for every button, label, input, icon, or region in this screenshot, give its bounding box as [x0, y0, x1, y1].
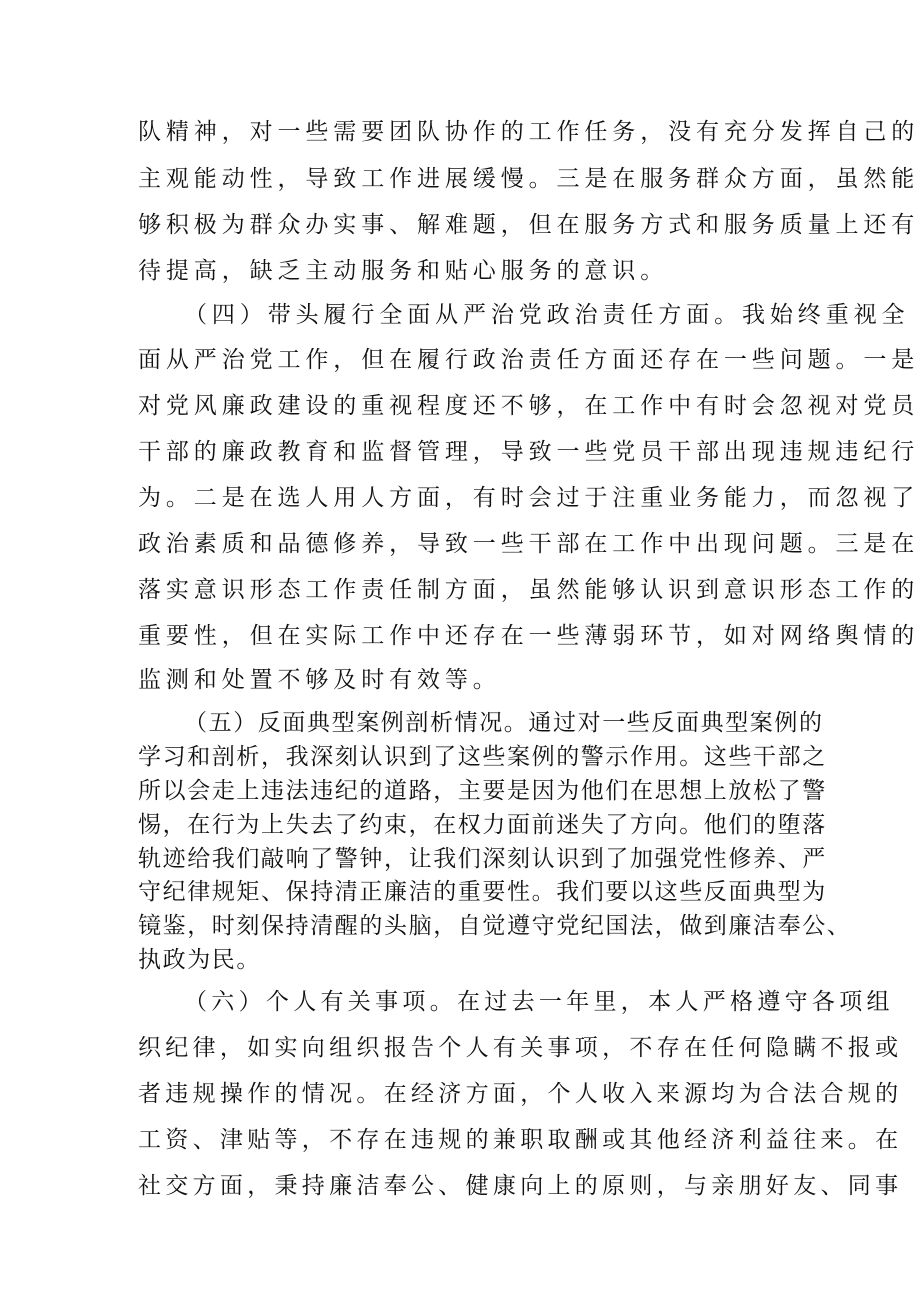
- text-line: 面从严治党工作，但在履行政治责任方面还存在一些问题。一是: [138, 347, 920, 373]
- text-line: 轨迹给我们敲响了警钟，让我们深刻认识到了加强党性修养、严: [138, 846, 827, 872]
- text-line: 为。二是在选人用人方面，有时会过于注重业务能力，而忽视了: [138, 485, 920, 511]
- text-line: 社交方面，秉持廉洁奉公、健康向上的原则，与亲朋好友、同事: [138, 1173, 903, 1199]
- text-line: 政治素质和品德修养，导致一些干部在工作中出现问题。三是在: [138, 531, 920, 557]
- text-line: 对党风廉政建设的重视程度还不够，在工作中有时会忽视对党员: [138, 393, 920, 419]
- text-line: 织纪律，如实向组织报告个人有关事项，不存在任何隐瞒不报或: [138, 1035, 903, 1061]
- text-line: 镜鉴，时刻保持清醒的头脑，自觉遵守党纪国法，做到廉洁奉公、: [138, 913, 852, 939]
- text-line: 学习和剖析，我深刻认识到了这些案例的警示作用。这些干部之: [138, 744, 827, 770]
- section-heading-line: （四）带头履行全面从严治党政治责任方面。我始终重视全: [184, 302, 910, 328]
- text-line: 队精神，对一些需要团队协作的工作任务，没有充分发挥自己的: [138, 119, 920, 145]
- text-line: 干部的廉政教育和监督管理，导致一些党员干部出现违规违纪行: [138, 439, 920, 465]
- text-line: 落实意识形态工作责任制方面，虽然能够认识到意识形态工作的: [138, 577, 920, 603]
- text-line: 监测和处置不够及时有效等。: [138, 667, 501, 693]
- text-line: 主观能动性，导致工作进展缓慢。三是在服务群众方面，虽然能: [138, 166, 920, 192]
- text-line: 惕，在行为上失去了约束，在权力面前迷失了方向。他们的堕落: [138, 812, 827, 838]
- text-line: 重要性，但在实际工作中还存在一些薄弱环节，如对网络舆情的: [138, 623, 920, 649]
- text-line: 所以会走上违法违纪的道路，主要是因为他们在思想上放松了警: [138, 778, 827, 804]
- text-line: 够积极为群众办实事、解难题，但在服务方式和服务质量上还有: [138, 212, 920, 238]
- section-heading-line: （六）个人有关事项。在过去一年里，本人严格遵守各项组: [184, 989, 894, 1015]
- text-line: 工资、津贴等，不存在违规的兼职取酬或其他经济利益往来。在: [138, 1127, 903, 1153]
- text-line: 执政为民。: [138, 947, 261, 973]
- text-line: 者违规操作的情况。在经济方面，个人收入来源均为合法合规的: [138, 1081, 903, 1107]
- text-line: 待提高，缺乏主动服务和贴心服务的意识。: [138, 258, 669, 284]
- section-heading-line: （五）反面典型案例剖析情况。通过对一些反面典型案例的: [184, 710, 824, 736]
- text-line: 守纪律规矩、保持清正廉洁的重要性。我们要以这些反面典型为: [138, 879, 827, 905]
